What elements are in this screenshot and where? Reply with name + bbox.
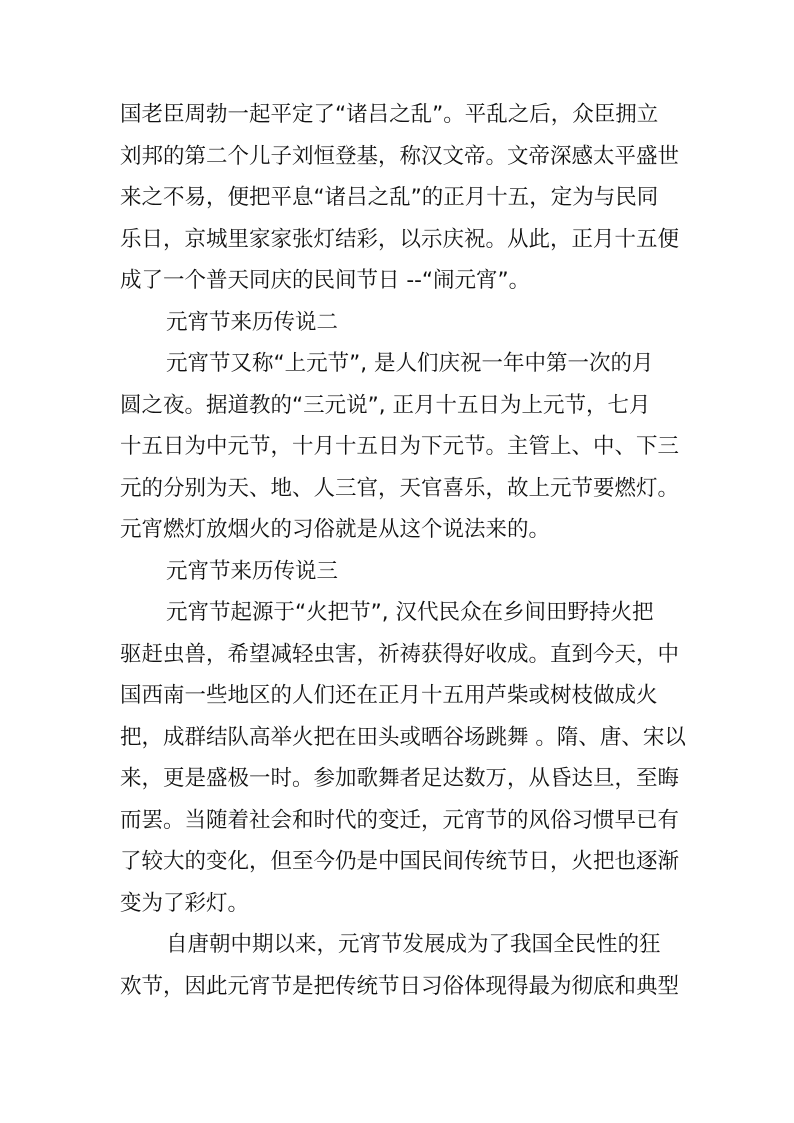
- paragraph-line: 十五日为中元节，十月十五日为下元节。主管上、中、下三: [120, 434, 680, 459]
- paragraph-line: 欢节，因此元宵节是把传统节日习俗体现得最为彻底和典型: [120, 973, 680, 999]
- paragraph-line: 驱赶虫兽，希望减轻虫害，祈祷获得好收成。直到今天，中: [120, 641, 680, 667]
- paragraph-line: 元宵节又称“上元节”, 是人们庆祝一年中第一次的月: [166, 351, 654, 376]
- paragraph-line: 国老臣周勃一起平定了“诸吕之乱”。平乱之后，众臣拥立: [120, 102, 659, 127]
- document-body: [120, 94, 686, 1007]
- paragraph-line: 国西南一些地区的人们还在正月十五用芦柴或树枝做成火: [120, 683, 658, 708]
- paragraph-line: 了较大的变化，但至今仍是中国民间传统节日，火把也逐渐: [120, 849, 680, 874]
- paragraph-line: 自唐朝中期以来，元宵节发展成为了我国全民性的狂: [166, 932, 661, 957]
- paragraph-line: 元的分别为天、地、人三官，天官喜乐，故上元节要燃灯。: [120, 475, 680, 501]
- paragraph-line: 元宵燃灯放烟火的习俗就是从这个说法来的。: [120, 517, 551, 542]
- paragraph-line: 把，成群结队高举火把在田头或晒谷场跳舞 。隋、唐、宋以: [120, 724, 686, 750]
- paragraph-line: 而罢。当随着社会和时代的变迁，元宵节的风俗习惯早已有: [120, 807, 680, 833]
- paragraph-line: 来之不易，便把平息“诸吕之乱”的正月十五，定为与民同: [120, 185, 659, 210]
- paragraph-line: 成了一个普天同庆的民间节日 --“闹元宵”。: [120, 268, 531, 293]
- section-heading: 元宵节来历传说三: [166, 558, 339, 584]
- paragraph-line: 变为了彩灯。: [120, 890, 250, 916]
- paragraph-line: 来，更是盛极一时。参加歌舞者足达数万，从昏达旦，至晦: [120, 766, 680, 791]
- paragraph-line: 刘邦的第二个儿子刘恒登基，称汉文帝。文帝深感太平盛世: [120, 143, 680, 169]
- paragraph-line: 乐日，京城里家家张灯结彩，以示庆祝。从此，正月十五便: [120, 226, 680, 252]
- paragraph-line: 元宵节起源于“火把节”, 汉代民众在乡间田野持火把: [166, 600, 654, 625]
- paragraph-line: 圆之夜。据道教的“三元说”, 正月十五日为上元节，七月: [120, 392, 651, 418]
- section-heading: 元宵节来历传说二: [166, 309, 339, 335]
